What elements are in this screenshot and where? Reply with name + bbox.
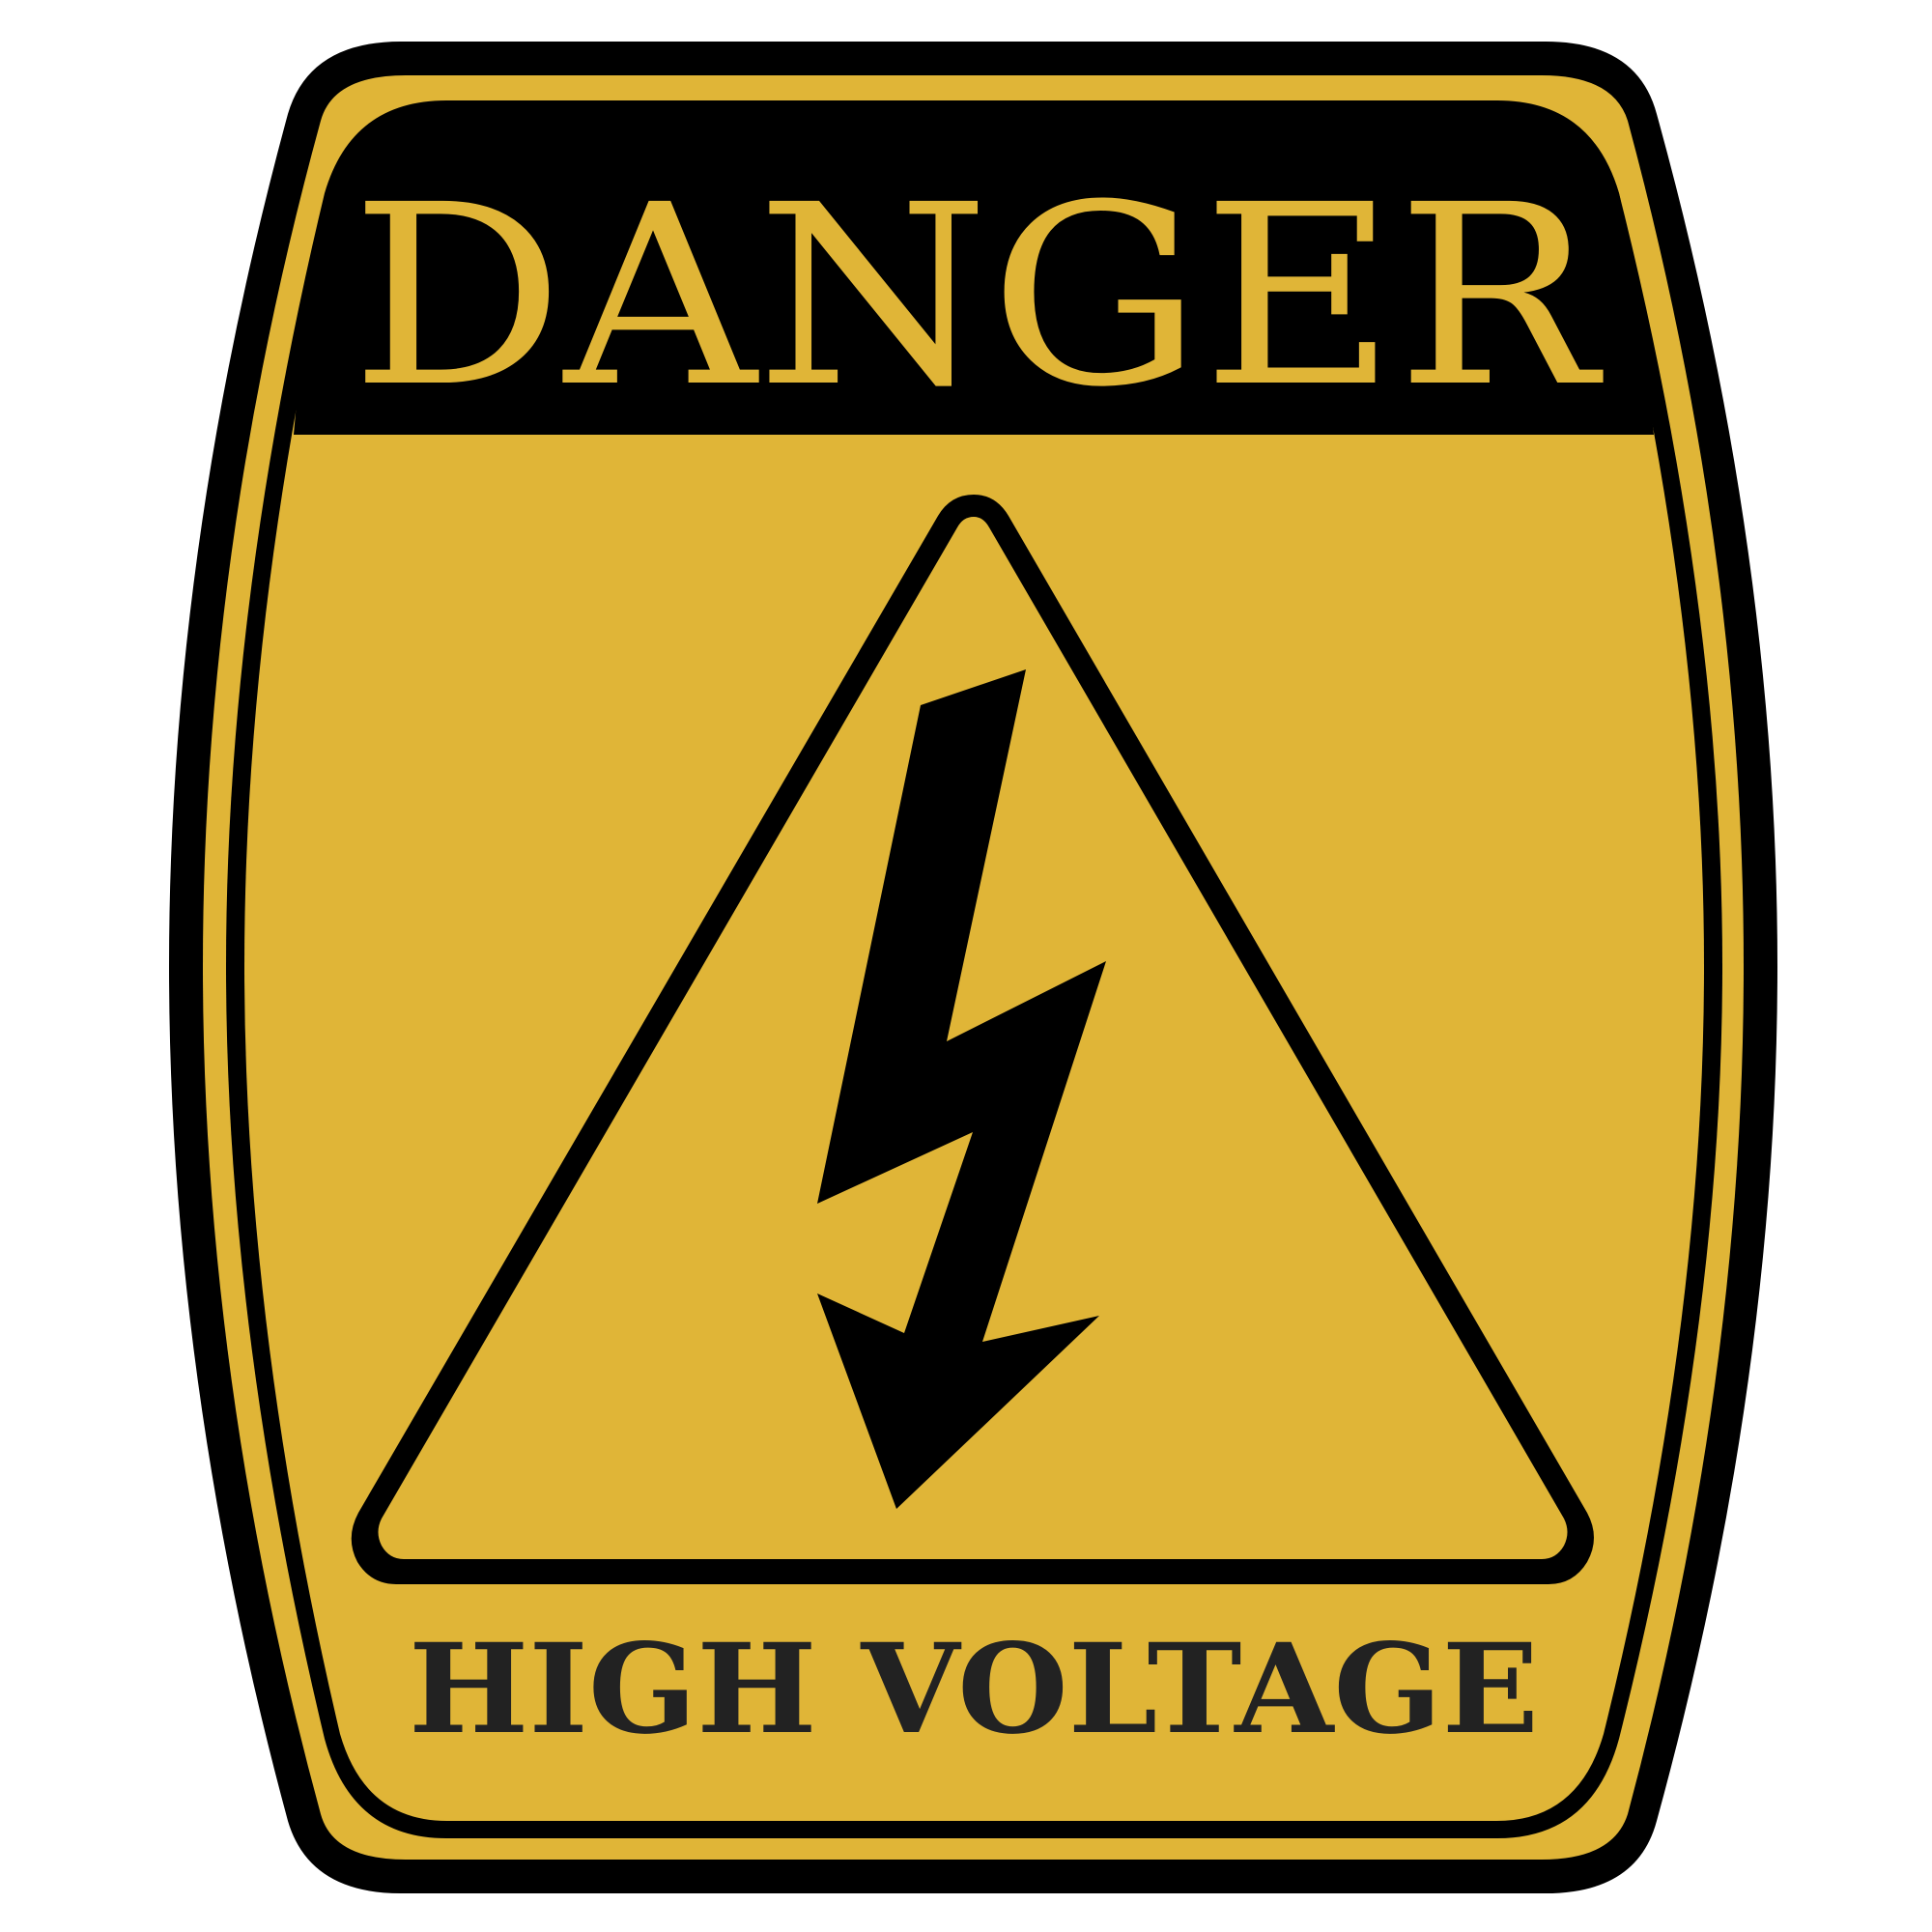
footer-high-voltage-text: HIGH VOLTAGE <box>409 1617 1539 1762</box>
header-danger-text: DANGER <box>351 152 1605 441</box>
